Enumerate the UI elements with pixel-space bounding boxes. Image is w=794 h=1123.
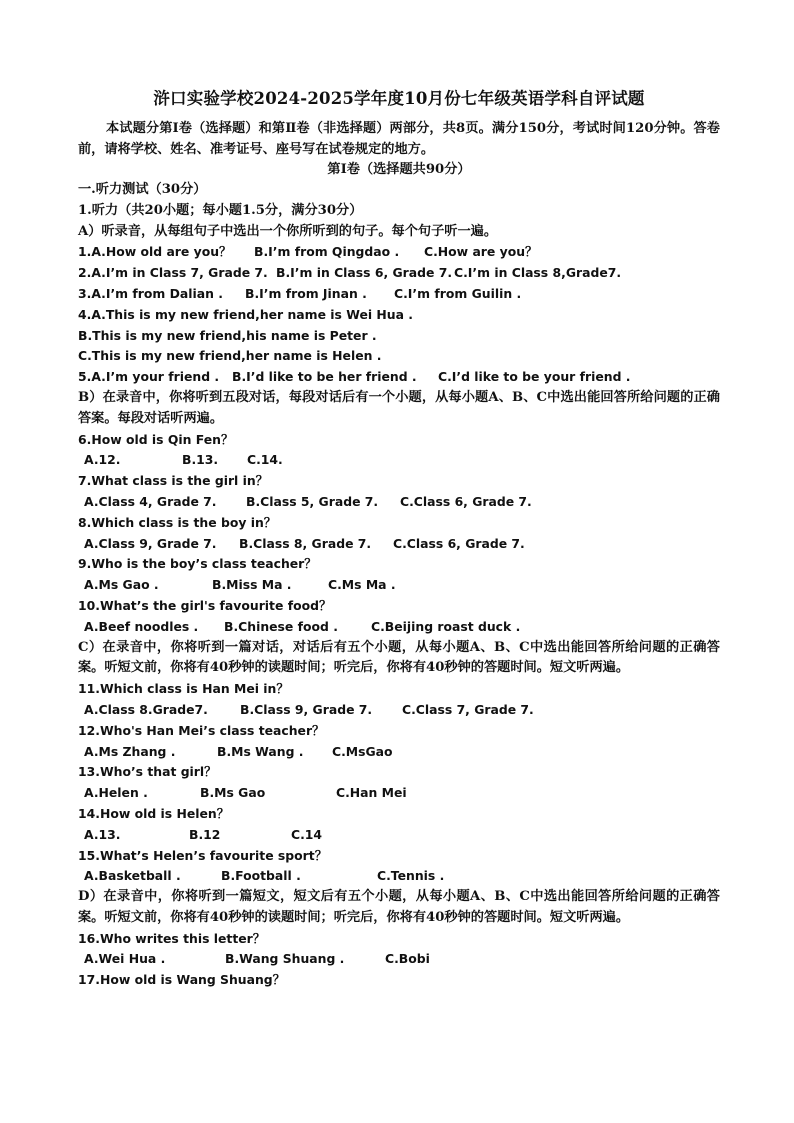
question-16-options [78, 949, 720, 970]
option-a: 2.A.I’m in Class 7, Grade 7. [78, 265, 268, 281]
option-b: B.Miss Ma . [212, 577, 292, 593]
option-a: A.Helen . [84, 785, 148, 801]
option-a: A.Class 8.Grade7. [84, 701, 208, 717]
option-a: A.Ms Gao . [84, 577, 159, 593]
option-b: B.I’d like to be her friend . [232, 369, 417, 385]
question-13: 13.Who’s that girl？ [78, 764, 217, 780]
section-heading: 第Ⅰ卷（选择题共90分） [327, 162, 471, 177]
exam-page [78, 86, 720, 991]
section-b-instructions: B）在录音中，你将听到五段对话，每段对话后有一个小题，从每小题A、B、C中选出能回答所给问题的正确答案。每段对话听两遍。 [78, 389, 720, 426]
question-15: 15.What’s Helen’s favourite sport？ [78, 847, 328, 863]
option-b: B.Chinese food . [224, 618, 338, 634]
option-b: B.Class 5, Grade 7. [246, 493, 379, 509]
option-c: C.Class 6, Grade 7. [400, 493, 532, 509]
option-c: C.Tennis . [377, 868, 445, 884]
option-c: C.Class 6, Grade 7. [393, 535, 525, 551]
question-4-option-b: B.This is my new friend,his name is Peter . [78, 327, 377, 343]
question-4-option-c: C.This is my new friend,her name is Helen . [78, 348, 382, 364]
option-c: C.I’m from Guilin . [394, 285, 522, 301]
section-d-instructions: D）在录音中，你将听到一篇短文，短文后有五个小题，从每小题A、B、C中选出能回答所给问题的正确答案。听短文前，你将有40秒钟的读题时间；听完后，你将有40秒钟的答题时间。短文听两遍。 [78, 889, 720, 925]
option-a: 5.A.I’m your friend . [78, 369, 220, 385]
option-a: 1.A.How old are you？ [78, 244, 232, 260]
question-14-options [78, 825, 720, 846]
option-a: A.Class 4, Grade 7. [84, 493, 217, 509]
option-c: C.14. [247, 452, 283, 468]
option-c: C.Ms Ma . [328, 577, 396, 593]
question-16: 16.Who writes this letter？ [78, 930, 266, 946]
option-a: A.Class 9, Grade 7. [84, 535, 217, 551]
question-8: 8.Which class is the boy in？ [78, 514, 277, 530]
option-b: B.Ms Gao [200, 785, 266, 801]
exam-title: 浒口实验学校2024-2025学年度10月份七年级英语学科自评试题 [153, 89, 645, 108]
question-group-intro: 1.听力（共20小题；每小题1.5分，满分30分） [78, 202, 363, 218]
question-6: 6.How old is Qin Fen？ [78, 431, 234, 447]
section-c-instructions: C）在录音中，你将听到一篇对话，对话后有五个小题，从每小题A、B、C中选出能回答所给问题的正确答案。听短文前，你将有40秒钟的读题时间；听完后，你将有40秒钟的答题时间。短文听两遍。 [78, 639, 720, 676]
question-6-options [78, 450, 720, 471]
question-14: 14.How old is Helen？ [78, 805, 230, 821]
question-15-options [78, 866, 720, 887]
option-c: C.Class 7, Grade 7. [402, 701, 534, 717]
option-b: B.I’m from Qingdao . [254, 244, 400, 260]
option-a: A.Ms Zhang . [84, 743, 176, 759]
question-7: 7.What class is the girl in？ [78, 473, 269, 489]
question-10-options [78, 617, 720, 638]
question-11-options [78, 700, 720, 721]
exam-intro: 本试题分第Ⅰ卷（选择题）和第Ⅱ卷（非选择题）两部分，共8页。满分150分，考试时间120分钟。答卷前，请将学校、姓名、准考证号、座号写在试卷规定的地方。 [78, 121, 720, 157]
option-b: B.13. [182, 452, 219, 468]
option-b: B.Ms Wang . [217, 743, 304, 759]
section-a-instructions: A）听录音，从每组句子中选出一个你所听到的句子。每个句子听一遍。 [78, 223, 498, 239]
option-c: C.Beijing roast duck . [371, 618, 521, 634]
question-17: 17.How old is Wang Shuang？ [78, 972, 286, 988]
question-8-options [78, 534, 720, 555]
option-a: A.Beef noodles . [84, 618, 199, 634]
question-12: 12.Who's Han Mei’s class teacher？ [78, 722, 325, 738]
question-2 [78, 263, 720, 284]
option-c: C.Han Mei [336, 785, 407, 801]
option-b: B.Football . [221, 868, 301, 884]
option-c: C.I’m in Class 8,Grade7. [454, 265, 622, 281]
question-11: 11.Which class is Han Mei in？ [78, 681, 289, 697]
option-b: B.I’m from Jinan . [245, 285, 367, 301]
part-heading: 一.听力测试（30分） [78, 182, 207, 197]
option-b: B.12 [189, 826, 221, 842]
option-c: C.How are you？ [424, 244, 538, 260]
option-c: C.Bobi [385, 951, 430, 967]
option-a: A.Basketball . [84, 868, 181, 884]
option-c: C.MsGao [332, 743, 393, 759]
option-a: 3.A.I’m from Dalian . [78, 285, 223, 301]
question-4-option-a: 4.A.This is my new friend,her name is Wei Hua . [78, 306, 413, 322]
question-13-options [78, 783, 720, 804]
option-a: A.13. [84, 826, 121, 842]
option-b: B.Wang Shuang . [225, 951, 345, 967]
option-a: A.12. [84, 452, 121, 468]
option-b: B.I’m in Class 6, Grade 7. [276, 265, 453, 281]
question-1 [78, 242, 720, 263]
question-9-options [78, 575, 720, 596]
option-a: A.Wei Hua . [84, 951, 166, 967]
question-3 [78, 284, 720, 305]
question-9: 9.Who is the boy’s class teacher？ [78, 556, 317, 572]
option-c: C.I’d like to be your friend . [438, 369, 631, 385]
option-b: B.Class 8, Grade 7. [239, 535, 372, 551]
question-10: 10.What’s the girl's favourite food？ [78, 597, 332, 613]
question-5 [78, 367, 720, 388]
question-7-options [78, 492, 720, 513]
option-c: C.14 [291, 826, 323, 842]
option-b: B.Class 9, Grade 7. [240, 701, 373, 717]
question-12-options [78, 742, 720, 763]
